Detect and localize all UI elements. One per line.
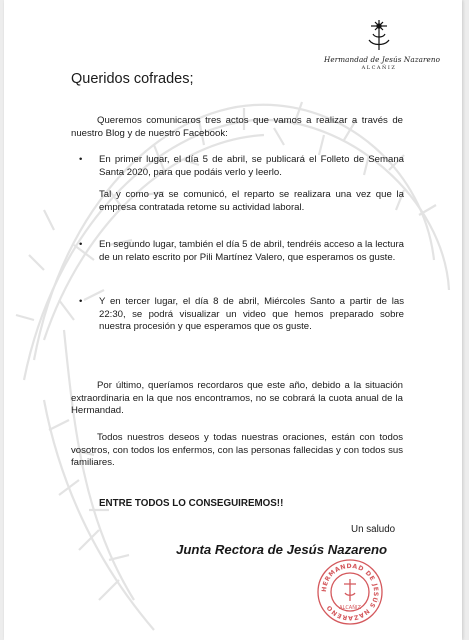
letter-page — [4, 0, 462, 640]
list-item — [79, 239, 404, 264]
closing-text: Todos nuestros deseos y todas nuestras oraciones, están con todos vosotros, con todos los enfermos, con las personas fallecidas y con todos sus familiares. — [71, 432, 403, 469]
list-item-note: Tal y como ya se comunicó, el reparto se realizara una vez que la empresa contratada retome su actividad laboral. — [99, 189, 404, 213]
intro-text: Queremos comunicaros tres actos que vamos a realizar a través de nuestro Blog y de nuestro Facebook: — [71, 115, 403, 139]
list-item-text: Y en tercer lugar, el día 8 de abril, Miércoles Santo a partir de las 22:30, se podrá visualizar un video que hemos preparado sobre nuestra procesión y que esperamos que os guste. — [99, 296, 404, 333]
intro-paragraph — [71, 115, 403, 140]
closing-paragraph — [71, 432, 403, 470]
list-item-text: En segundo lugar, también el día 5 de abril, tendréis acceso a la lectura de un relato escrito por Pili Martínez Valero, que esperamos os guste. — [99, 239, 404, 263]
closing-paragraph — [71, 380, 403, 418]
letterhead-name: Hermandad de Jesús Nazareno — [324, 55, 441, 64]
bullet-icon: • — [79, 296, 83, 307]
bullet-icon: • — [79, 154, 83, 165]
slogan: ENTRE TODOS LO CONSEGUIREMOS!! — [99, 498, 284, 509]
brotherhood-seal-stamp — [315, 557, 385, 627]
list-item — [79, 296, 404, 334]
brotherhood-emblem-icon — [363, 18, 395, 52]
closing-text: Por último, queríamos recordaros que este año, debido a la situación extraordinaria en la que nos encontramos, no se cobrará la cuota anual de la Hermandad. — [71, 380, 403, 417]
letterhead-place: ALCAÑIZ — [361, 65, 397, 71]
greeting: Queridos cofrades; — [71, 71, 194, 87]
seal-ring-text: HERMANDAD DE JESÚS NAZARENO — [320, 562, 380, 622]
farewell: Un saludo — [351, 524, 396, 535]
list-item-text: En primer lugar, el día 5 de abril, se publicará el Folleto de Semana Santa 2020, para que podáis verlo y leerlo. — [99, 154, 404, 178]
list-item — [79, 154, 404, 179]
letterhead — [324, 18, 441, 71]
seal-center-text: ALCAÑIZ — [339, 605, 361, 611]
signature: Junta Rectora de Jesús Nazareno — [176, 542, 388, 557]
bullet-icon: • — [79, 239, 83, 250]
